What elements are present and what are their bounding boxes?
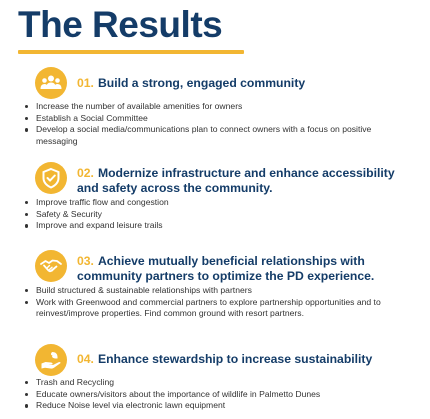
list-item: Work with Greenwood and commercial partners to explore partnership opportunities and to reinvest/improve properties. Find common ground with resort partners. <box>24 297 414 320</box>
list-item: Build structured & sustainable relationships with partners <box>24 285 414 297</box>
bullet-list-2 <box>24 197 414 232</box>
list-item: Improve traffic flow and congestion <box>24 197 414 209</box>
section-heading-2: 02. Modernize infrastructure and enhance accessibility and safety across the community. <box>77 166 395 195</box>
hand-leaf-icon <box>35 344 67 376</box>
section-number-1: 01. <box>77 76 94 90</box>
list-item: Safety & Security <box>24 209 414 221</box>
list-item: Educate owners/visitors about the importance of wildlife in Palmetto Dunes <box>24 389 414 401</box>
bullet-list-4 <box>24 377 414 412</box>
section-number-2: 02. <box>77 166 94 180</box>
community-people-icon <box>35 67 67 99</box>
list-item: Increase the number of available amenities for owners <box>24 101 414 113</box>
section-number-4: 04. <box>77 352 94 366</box>
list-item: Establish a Social Committee <box>24 113 414 125</box>
bullet-list-1 <box>24 101 414 147</box>
shield-check-icon <box>35 162 67 194</box>
list-item: Trash and Recycling <box>24 377 414 389</box>
page-title: The Results <box>18 4 223 45</box>
list-item: Develop a social media/communications plan to connect owners with a focus on positive messaging <box>24 124 414 147</box>
list-item: Reduce Noise level via electronic lawn equipment <box>24 400 414 412</box>
handshake-icon <box>35 250 67 282</box>
title-underline <box>18 50 244 54</box>
bullet-list-3 <box>24 285 414 320</box>
section-heading-1: 01. Build a strong, engaged community <box>77 76 306 90</box>
section-heading-4: 04. Enhance stewardship to increase sustainability <box>77 352 373 366</box>
list-item: Improve and expand leisure trails <box>24 220 414 232</box>
section-heading-3: 03. Achieve mutually beneficial relationships with community partners to optimize the PD experience. <box>77 254 375 283</box>
section-number-3: 03. <box>77 254 94 268</box>
